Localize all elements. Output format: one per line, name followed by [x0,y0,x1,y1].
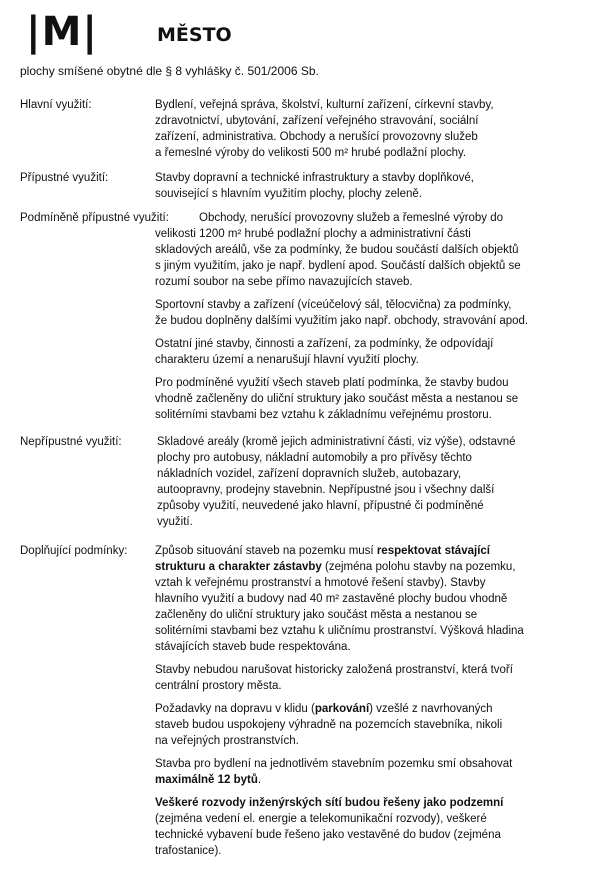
paragraph [155,756,580,788]
text-line: začleněny do uliční struktury jako součást města a nestanou se [155,609,478,621]
text-line: Skladové areály (kromě jejich administrativní části, viz výše), odstavné [157,436,516,448]
text-line [155,559,580,575]
text-line [155,701,580,717]
text-line [155,795,580,811]
text-line: Bydlení, veřejná správa, školství, kulturní zařízení, církevní stavby, [155,99,494,111]
section-label: Nepřípustné využití: [20,436,122,448]
section-label: Hlavní využití: [20,99,92,111]
section-additional-conditions [20,543,580,859]
text-run: Požadavky na dopravu v klidu ( [155,703,315,715]
text-line: stávajících staveb bude respektována. [155,641,351,653]
text-line: vztah k veřejnému prostranství a hmotové řešení stavby). Stavby [155,577,486,589]
text-line: způsoby využití, neuvedené jako hlavní, přípustné či podmíněné [157,500,484,512]
text-line: s jiným využitím, jako je např. bydlení apod. Součástí dalších objektů se [155,260,521,272]
text-line: Pro podmíněné využití všech staveb platí podmínka, že stavby budou [155,377,509,389]
paragraph [155,795,580,859]
text-run: (zejména polohu stavby na pozemku, [321,561,516,573]
text-line: (zejména vedení el. energie a telekomunikační rozvody), veškeré [155,813,487,825]
section-prohibited-use [20,434,580,530]
text-run: ) vzešlé z navrhovaných [369,703,493,715]
section-main-use [20,97,580,161]
text-line: zdravotnictví, ubytování, zařízení veřejného stravování, sociální [155,115,479,127]
text-line: využití. [157,516,193,528]
text-line: Stavby nebudou narušovat historicky založená prostranství, která tvoří [155,664,513,676]
paragraph [155,375,580,423]
text-line: nákladních vozidel, zařízení dopravních služeb, autobazary, [157,468,462,480]
text-line: charakteru území a nenarušují hlavní využití plochy. [155,354,419,366]
text-line: související s hlavním využitím plochy, plochy zeleně. [155,188,422,200]
section-label: Podmíněně přípustné využití: [20,212,169,224]
bold-text: maximálně 12 bytů [155,774,258,786]
paragraph [155,701,580,749]
text-line [155,543,580,559]
paragraph [155,97,580,161]
text-line: vhodně začleněny do uliční struktury jako součást města a nestanou se [155,393,519,405]
text-line: Stavby dopravní a technické infrastruktury a stavby doplňkové, [155,172,474,184]
text-line: staveb budou uspokojeny výhradně na pozemcích stavebníka, nikoli [155,719,503,731]
bold-text: parkování [314,703,370,715]
text-line: zařízení, administrativa. Obchody a nerušící provozovny služeb [155,131,478,143]
bold-text: strukturu a charakter zástavby [155,561,322,573]
logo: |M| [26,9,99,55]
text-line: na veřejných prostranstvích. [155,735,299,747]
section-content [155,97,580,161]
text-line: solitérními stavbami bez vztahu k uličnímu prostranství. Výšková hladina [155,625,524,637]
page-subtitle: plochy smíšené obytné dle § 8 vyhlášky č. 501/2006 Sb. [20,64,319,78]
text-line: že budou doplněny dalšími využitím jako např. obchody, stravování apod. [155,315,529,327]
text-run: . [257,774,262,786]
text-line: Stavba pro bydlení na jednotlivém stavebním pozemku smí obsahovat [155,758,513,770]
text-line: solitérními stavbami bez vztahu k základnímu veřejnému prostoru. [155,409,492,421]
text-run: Způsob situování staveb na pozemku musí [155,545,377,557]
paragraph [155,170,580,202]
bold-text: Veškeré rozvody inženýrských sítí budou řešeny jako podzemní [155,797,504,809]
text-line: autoopravny, prodejny stavebnin. Nepřípustné jsou i všechny další [157,484,495,496]
paragraph [155,210,580,290]
text-line: Obchody, nerušící provozovny služeb a řemeslné výroby do [199,212,504,224]
text-line: skladových areálů, vše za podmínky, že budou součástí dalších objektů [155,244,519,256]
text-line: plochy pro autobusy, nákladní automobily a pro přívěsy těchto [157,452,472,464]
section-content [157,434,580,530]
section-conditional-use [20,210,580,423]
text-line [155,772,580,788]
paragraph [155,662,580,694]
text-line: trafostanice). [155,845,222,857]
paragraph [155,297,580,329]
text-line: Ostatní jiné stavby, činnosti a zařízení, za podmínky, že odpovídají [155,338,494,350]
paragraph [155,336,580,368]
text-line: Sportovní stavby a zařízení (víceúčelový sál, tělocvična) za podmínky, [155,299,512,311]
section-content [155,170,580,202]
paragraph [157,434,580,530]
section-content [155,210,580,423]
bold-text: respektovat stávající [376,545,490,557]
text-line: centrální prostory města. [155,680,282,692]
section-label: Přípustné využití: [20,172,109,184]
section-permitted-use [20,170,580,202]
section-label: Doplňující podmínky: [20,545,128,557]
text-line: technické vybavení bude řešeno jako vestavěné do budov (zejména [155,829,501,841]
text-line: velikosti 1200 m² hrubé podlažní plochy a administrativní části [155,228,471,240]
text-line: rozumí soubor na sebe přímo navazujících staveb. [155,276,413,288]
paragraph [155,543,580,655]
page-title: MĚSTO [157,24,232,46]
text-line: a řemeslné výroby do velikosti 500 m² hrubé podlažní plochy. [155,147,467,159]
text-line: hlavního využití a budovy nad 40 m² zastavěné plochy budou vhodně [155,593,508,605]
section-content [155,543,580,859]
